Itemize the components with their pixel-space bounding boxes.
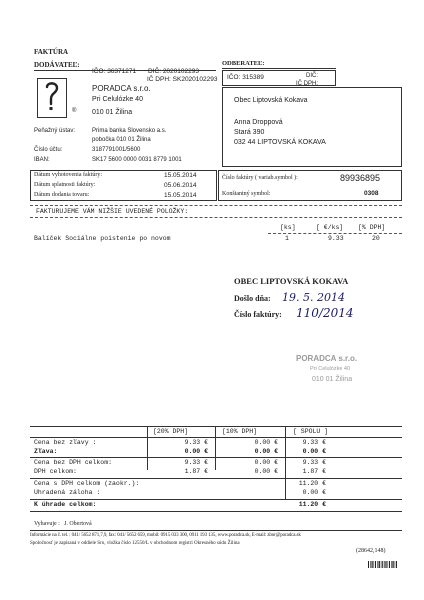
- customer-city: 032 44 LIPTOVSKÁ KOKAVA: [234, 139, 326, 146]
- totals-row-v20: 9.33 €: [184, 439, 208, 446]
- amount-due-value: 11.20 €: [298, 501, 326, 508]
- amount-due-label: K úhrade celkom:: [34, 501, 97, 508]
- totals-col-20: [20% DPH]: [153, 428, 189, 435]
- customer-contact: Anna Droppová: [234, 119, 283, 126]
- customer-org: Obec Liptovská Kokava: [234, 97, 308, 104]
- totals-row-v20: 0.00 €: [184, 448, 208, 455]
- totals-row-discount: [0, 448, 424, 456]
- account-number: 3187791001/5600: [92, 147, 141, 153]
- received-date-handwritten: 19. 5. 2014: [282, 291, 345, 304]
- totals-row-vat: [0, 468, 424, 476]
- advance-label: Uhradená záloha :: [34, 489, 101, 496]
- col-price-header: [ €/ks]: [316, 224, 344, 231]
- item-qty: 1: [285, 235, 289, 242]
- totals-row-v10: 0.00 €: [254, 439, 278, 446]
- invoice-number-label: Číslo faktúry ( variab.symbol ):: [222, 175, 298, 181]
- company-logo: [37, 78, 67, 118]
- totals-row-sum: 9.33 €: [302, 459, 326, 466]
- question-mark-logo-icon: [38, 79, 65, 116]
- customer-icdph-label: IČ DPH:: [296, 81, 319, 87]
- rounded-total-value: 11.20 €: [298, 480, 326, 487]
- items-intro: FAKTURUJEME VÁM NIŽŠIE UVEDENÉ POLOŽKY:: [36, 208, 189, 215]
- totals-col-sum: [ SPOLU ]: [293, 428, 329, 435]
- stamp-street: Pri Celulózke 40: [310, 366, 351, 372]
- constant-symbol-label: Konštantný symbol:: [222, 191, 271, 197]
- due-date-label: Dátum splatnosti faktúry:: [34, 182, 96, 188]
- customer-street: Stará 390: [234, 129, 265, 136]
- customer-label: ODBERATEĽ:: [222, 60, 265, 67]
- bank-name: Prima banka Slovensko a.s.: [92, 128, 167, 134]
- barcode-icon: [368, 561, 398, 571]
- iban-label: IBAN:: [34, 157, 50, 163]
- company-stamp: [290, 354, 372, 390]
- constant-symbol: 0308: [364, 190, 379, 197]
- customer-ico: IČO: 315389: [227, 74, 264, 81]
- totals-row-label: Zľava:: [34, 448, 58, 455]
- supplier-label: DODÁVATEĽ:: [34, 61, 80, 69]
- supplier-name: PORADCA s.r.o.: [92, 84, 151, 93]
- table-row: [0, 235, 424, 245]
- bank-branch: pobočka 010 01 Žilina: [92, 137, 151, 143]
- registry-line: Spoločnosť je zapísaná v oddiele Sro, vložka číslo 12550/L v obchodnom registri Okresného súdu Žilina: [30, 541, 240, 546]
- supplier-street: Pri Celulózke 40: [92, 96, 143, 103]
- col-vat-header: [% DPH]: [358, 224, 386, 231]
- due-date: 05.06.2014: [164, 182, 197, 189]
- delivery-date: 15.05.2014: [164, 192, 197, 199]
- issue-date-label: Dátum vyhotovenia faktúry:: [34, 172, 102, 178]
- barcode: [368, 558, 398, 568]
- item-name: Balíček Sociálne poistenie po novom: [34, 235, 171, 242]
- iban-value: SK17 5600 0000 0031 8779 1001: [92, 157, 182, 163]
- totals-row-sum: 9.33 €: [302, 439, 326, 446]
- totals-row-v10: 0.00 €: [254, 459, 278, 466]
- issued-by-label: Vyhavuje :: [34, 521, 60, 527]
- account-label: Číslo účtu:: [34, 147, 63, 153]
- delivery-date-label: Dátum dodania tovaru:: [34, 192, 90, 198]
- received-date-label: Došlo dňa:: [234, 294, 271, 303]
- received-stamp-org: OBEC LIPTOVSKÁ KOKAVA: [234, 276, 349, 286]
- item-price: 9.33: [328, 235, 344, 242]
- supplier-dic: DIČ: 2020102293: [148, 68, 199, 75]
- stamp-city: 010 01 Žilina: [312, 376, 353, 383]
- col-qty-header: [ks]: [280, 224, 296, 231]
- totals-row-v20: 1.87 €: [184, 468, 208, 475]
- supplier-ico: IČO: 36371271: [92, 68, 137, 75]
- advance-value: 0.00 €: [302, 489, 326, 496]
- supplier-icdph: IČ DPH: SK2020102293: [147, 76, 218, 83]
- contact-line: Informácie na č. tel. : 041/ 5652 871,7,9, fax: 041/ 5652 659, mobil: 0915 033 300, 0911 193 135, www.poradca.sk, E-mail: zbor@poradca.sk: [30, 533, 301, 538]
- totals-row-v10: 0.00 €: [254, 448, 278, 455]
- received-invoice-handwritten: 110/2014: [296, 306, 354, 320]
- customer-dic-label: DIČ:: [306, 73, 318, 79]
- invoice-number: 89936895: [340, 173, 381, 183]
- supplier-city: 010 01 Žilina: [92, 109, 133, 116]
- totals-row-net: [0, 459, 424, 467]
- totals-row-label: Cena bez zľavy :: [34, 439, 97, 446]
- stamp-name: PORADCA s.r.o.: [296, 354, 358, 363]
- totals-row-v10: 0.00 €: [254, 468, 278, 475]
- document-code: (28642,148): [356, 548, 386, 554]
- registered-mark: ®: [72, 108, 77, 114]
- totals-row-sum: 1.87 €: [302, 468, 326, 475]
- received-invoice-label: Číslo faktúry:: [234, 310, 282, 319]
- document-title: FAKTÚRA: [34, 48, 69, 56]
- item-vat: 20: [372, 235, 380, 242]
- issue-date: 15.05.2014: [164, 172, 197, 179]
- totals-row-list-price: [0, 439, 424, 447]
- rounded-total-label: Cena s DPH celkom (zaokr.):: [34, 480, 140, 487]
- issued-by: J. Obertová: [64, 521, 92, 527]
- totals-row-v20: 9.33 €: [184, 459, 208, 466]
- totals-row-sum: 0.00 €: [302, 448, 326, 455]
- totals-row-label: Cena bez DPH celkom:: [34, 459, 113, 466]
- bank-label: Peňažný ústav:: [34, 128, 76, 134]
- totals-col-10: [10% DPH]: [222, 428, 258, 435]
- totals-row-label: DPH celkom:: [34, 468, 77, 475]
